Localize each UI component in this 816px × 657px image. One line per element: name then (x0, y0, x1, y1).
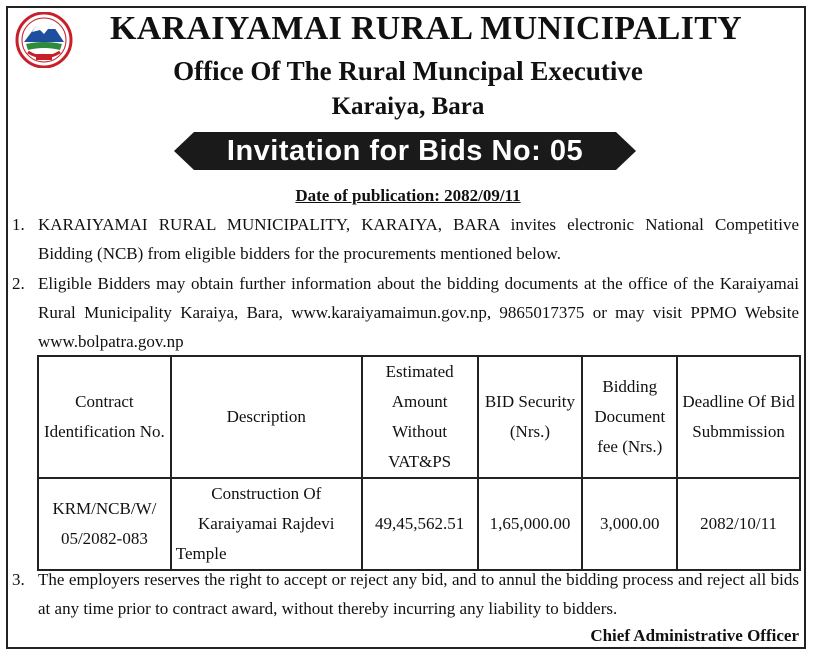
cell-contract-id: KRM/NCB/W/ 05/2082-083 (38, 478, 171, 570)
paragraph-invitation: KARAIYAMAI RURAL MUNICIPALITY, KARAIYA, BARA invites electronic National Competitive Bidding (NCB) from eligible bidders for the procurements mentioned below. (38, 215, 799, 263)
header-deadline: Deadline Of Bid Submmission (677, 356, 800, 478)
bid-table (37, 355, 801, 571)
paragraph-number: 2. (12, 274, 25, 293)
header-description: Description (171, 356, 362, 478)
office-subtitle: Office Of The Rural Muncipal Executive (173, 56, 643, 86)
bid-banner-text: Invitation for Bids No: 05 (226, 135, 584, 167)
header-contract-id: Contract Identification No. (38, 356, 171, 478)
cell-document-fee: 3,000.00 (582, 478, 677, 570)
paragraph-info: Eligible Bidders may obtain further information about the bidding documents at the office of the Karaiyamai Rural Municipality Karaiya, Bara, www.karaiyamaimun.gov.np, 9865017375 or may visit PPMO Website www.bolpatra.gov.np (38, 274, 799, 351)
paragraph-number: 3. (12, 570, 25, 589)
cell-estimated-amount: 49,45,562.51 (362, 478, 478, 570)
cell-deadline: 2082/10/11 (677, 478, 800, 570)
paragraph-rights: The employers reserves the right to accept or reject any bid, and to annul the bidding process and reject all bids at any time prior to contract award, without thereby incurring any liability to bidders. (38, 570, 799, 618)
signature-title: Chief Administrative Officer (590, 626, 799, 645)
table-row (38, 478, 800, 570)
cell-description: Construction Of Karaiyamai Rajdevi Temple (171, 478, 362, 570)
bid-banner (174, 132, 636, 170)
office-location: Karaiya, Bara (331, 93, 485, 120)
paragraph-number: 1. (12, 215, 25, 234)
page-title: KARAIYAMAI RURAL MUNICIPALITY (109, 10, 743, 47)
cell-bid-security: 1,65,000.00 (478, 478, 583, 570)
publication-date: Date of publication: 2082/09/11 (295, 186, 521, 205)
table-header-row (38, 356, 800, 478)
header-bid-security: BID Security (Nrs.) (478, 356, 583, 478)
header-document-fee: Bidding Document fee (Nrs.) (582, 356, 677, 478)
header-estimated-amount: Estimated Amount Without VAT&PS (362, 356, 478, 478)
